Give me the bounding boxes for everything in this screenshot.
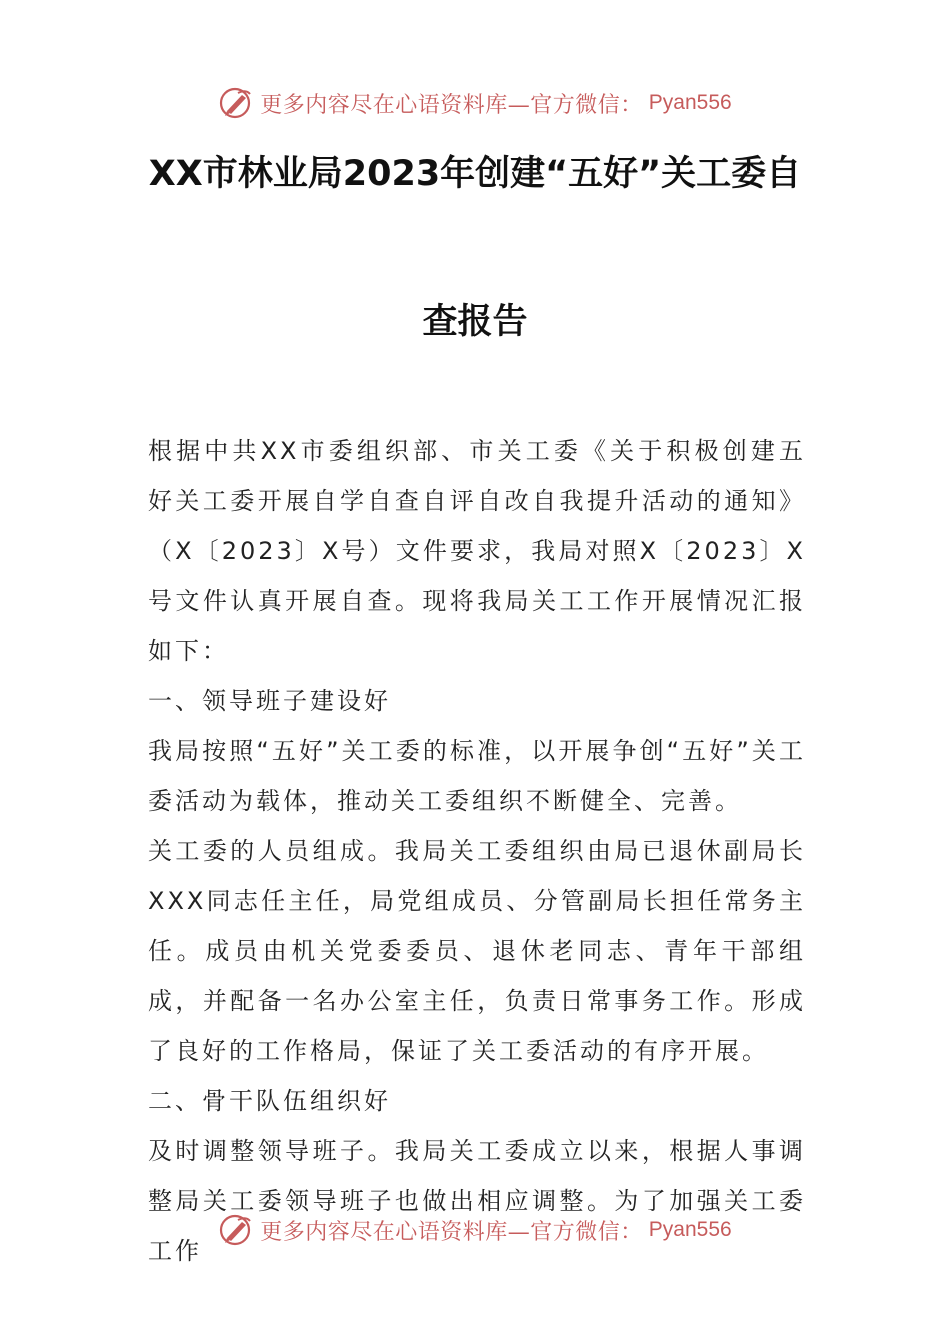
paragraph-leadership-adjustment: 及时调整领导班子。我局关工委成立以来，根据人事调整局关工委领导班子也做出相应调整。为了加强关工委工作 [148, 1137, 806, 1265]
footer-watermark [0, 1210, 950, 1250]
pen-logo-icon [218, 1212, 254, 1248]
header-watermark [0, 83, 950, 123]
paragraph-intro: 根据中共XX市委组织部、市关工委《关于积极创建五好关工委开展自学自查自评自改自我提升活动的通知》（X〔2023〕X号）文件要求，我局对照X〔2023〕X号文件认真开展自查。现将我局关工工作开展情况汇报如下： [148, 437, 806, 665]
paragraph-committee-members: 关工委的人员组成。我局关工委组织由局已退休副局长XXX同志任主任，局党组成员、分管副局长担任常务主任。成员由机关党委委员、退休老同志、青年干部组成，并配备一名办公室主任，负责日常事务工作。形成了良好的工作格局，保证了关工委活动的有序开展。 [148, 837, 806, 1065]
pen-logo-icon [218, 85, 254, 121]
section-heading-1: 一、领导班子建设好 [148, 687, 391, 715]
section-heading-2: 二、骨干队伍组织好 [148, 1087, 391, 1115]
watermark-text: 更多内容尽在心语资料库—官方微信： [260, 1219, 643, 1245]
watermark-wechat-id: Pyan556 [648, 1218, 732, 1241]
document-title-line-2: 查报告 [422, 302, 528, 342]
document-title-line-1: XX市林业局2023年创建“五好”关工委自 [148, 154, 802, 194]
watermark-wechat-id: Pyan556 [648, 91, 732, 114]
document-body [148, 426, 806, 1276]
paragraph-section-1-summary: 我局按照“五好”关工委的标准，以开展争创“五好”关工委活动为载体，推动关工委组织不断健全、完善。 [148, 737, 806, 815]
watermark-text: 更多内容尽在心语资料库—官方微信： [260, 92, 643, 118]
